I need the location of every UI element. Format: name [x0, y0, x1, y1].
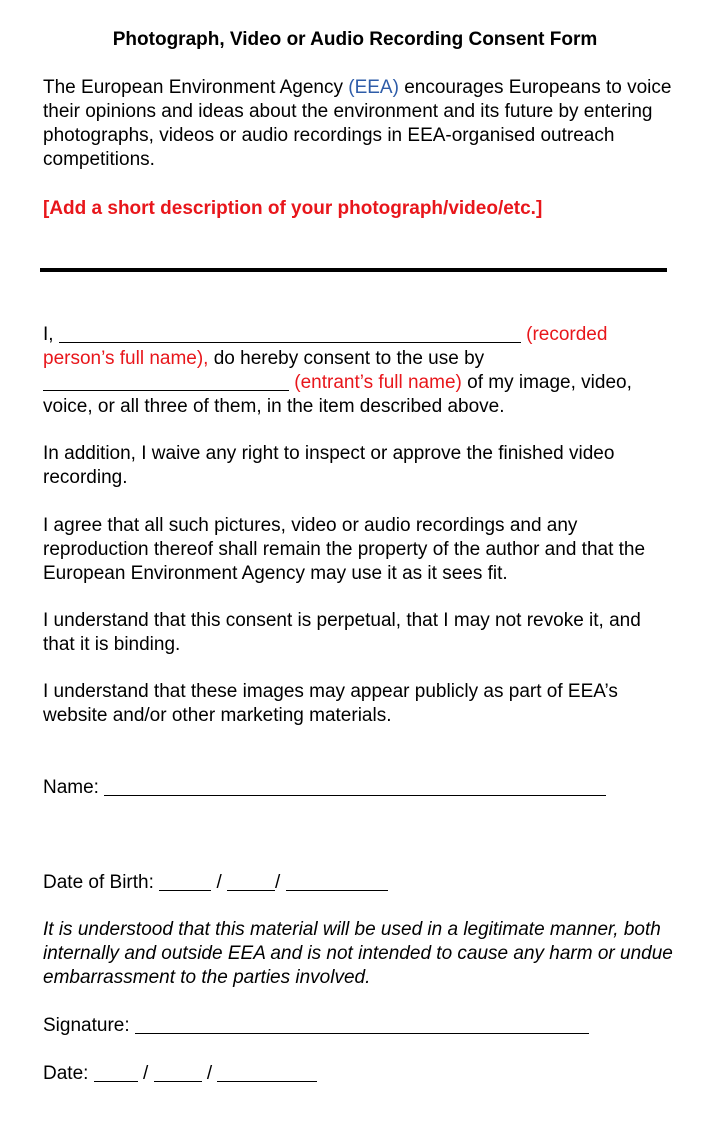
dob-separator: /: [216, 872, 222, 893]
section-divider: [40, 268, 667, 272]
dob-label: Date of Birth:: [43, 872, 154, 893]
paragraph-property: I agree that all such pictures, video or audio recordings and any reproduction thereof shall remain the property of the author and that the European Environment Agency may use it as it sees fit.: [43, 515, 646, 584]
dob-field: [43, 871, 673, 895]
consent-suffix: of my image, video, voice, or all three of them, in the item described above.: [43, 372, 632, 417]
dob-year-line[interactable]: [286, 872, 388, 891]
paragraph-perpetual: I understand that this consent is perpetual, that I may not revoke it, and that it is binding.: [43, 610, 641, 655]
date-day-line[interactable]: [94, 1063, 138, 1082]
date-separator: /: [142, 1063, 149, 1084]
eea-acronym: (EEA): [348, 77, 399, 98]
name-input-line[interactable]: [104, 777, 606, 796]
paragraph-waive: In addition, I waive any right to inspect or approve the finished video recording.: [43, 443, 615, 488]
dob-separator: /: [275, 872, 281, 893]
entrant-name-line[interactable]: [43, 372, 289, 391]
date-month-line[interactable]: [154, 1063, 202, 1082]
entrant-name-label: (entrant’s full name): [294, 372, 462, 393]
date-label: Date:: [43, 1063, 89, 1084]
signature-label: Signature:: [43, 1015, 130, 1036]
date-separator: /: [206, 1063, 213, 1084]
intro-text-after: encourages Europeans to voice their opinions and ideas about the environment and its future by entering photographs, videos or audio recordings in EEA-organised outreach competitions.: [43, 77, 672, 170]
intro-paragraph: [43, 76, 673, 172]
recorded-name-line[interactable]: [59, 324, 521, 343]
signature-line[interactable]: [135, 1015, 589, 1034]
recorded-name-label: (recorded person’s full name),: [43, 324, 608, 369]
name-field: [43, 776, 673, 800]
intro-text-before: The European Environment Agency: [43, 77, 349, 98]
consent-middle: do hereby consent to the use by: [208, 348, 485, 369]
form-title: Photograph, Video or Audio Recording Consent Form: [112, 29, 598, 50]
consent-prefix: I,: [43, 324, 54, 345]
date-field: [43, 1062, 673, 1086]
description-placeholder: [Add a short description of your photograph/video/etc.]: [43, 198, 543, 219]
name-label: Name:: [43, 777, 99, 798]
disclaimer-paragraph: It is understood that this material will be used in a legitimate manner, both internally and outside EEA and is not intended to cause any harm or undue embarrassment to the parties involved.: [43, 919, 673, 988]
dob-day-line[interactable]: [159, 872, 211, 891]
date-year-line[interactable]: [217, 1063, 317, 1082]
paragraph-public: I understand that these images may appear publicly as part of EEA’s website and/or other marketing materials.: [43, 681, 618, 726]
signature-field: [43, 1014, 673, 1038]
consent-paragraph: [43, 323, 673, 419]
dob-month-line[interactable]: [227, 872, 275, 891]
